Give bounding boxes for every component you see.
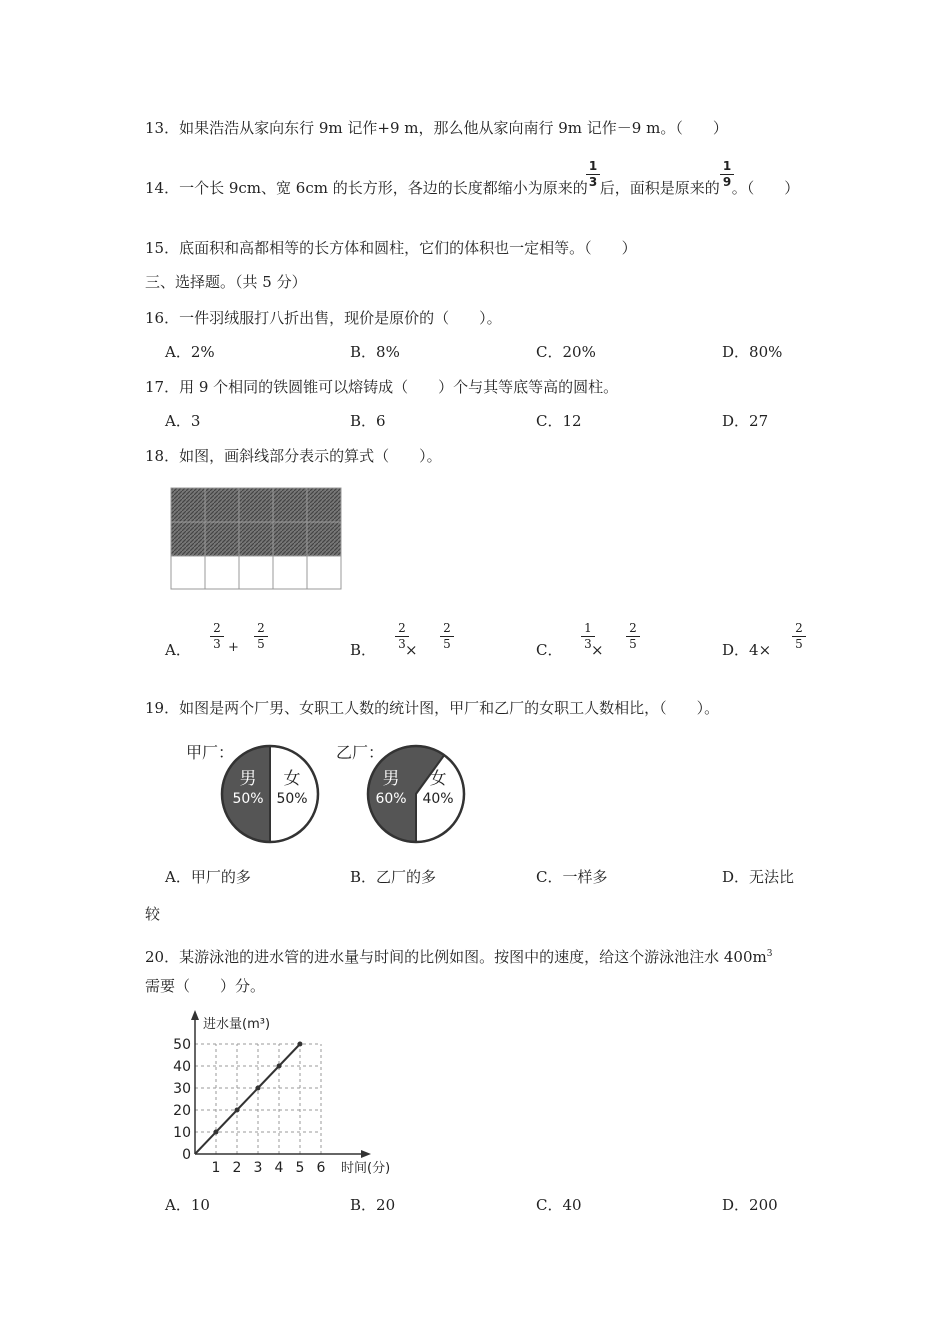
pie-a-male-label: 男 (239, 769, 257, 789)
data-point (277, 1064, 282, 1069)
question-13: 13．如果浩浩从家向东行 9m 记作+9 m，那么他从家向南行 9m 记作－9 m。（ ） (145, 119, 728, 137)
q18-option-a[interactable]: A． (165, 641, 191, 659)
q14-text-3: 。（ ） (731, 179, 800, 197)
factory-a-label: 甲厂： (186, 743, 235, 762)
y-tick-label: 50 (173, 1037, 191, 1053)
q17-option-d[interactable]: D．27 (722, 412, 769, 430)
question-17: 17．用 9 个相同的铁圆锥可以熔铸成（ ）个与其等底等高的圆柱。 (145, 378, 619, 396)
q18-a-operator: + (228, 640, 239, 655)
q19-option-c[interactable]: C．一样多 (536, 868, 608, 886)
q18-option-b[interactable]: B． (350, 641, 377, 659)
water-volume-line-chart (165, 1008, 425, 1180)
data-point (214, 1130, 219, 1135)
q18-option-c[interactable]: C． (536, 641, 563, 659)
q14-fraction-1: $\frac{1}{3}$ (586, 160, 600, 189)
q20-option-b[interactable]: B．20 (350, 1196, 396, 1214)
x-axis-arrow (361, 1150, 371, 1158)
question-15: 15．底面积和高都相等的长方体和圆柱，它们的体积也一定相等。（ ） (145, 239, 637, 257)
factory-b-label: 乙厂： (336, 743, 385, 762)
pie-b-female-pct: 40% (422, 791, 454, 807)
y-tick-label: 10 (173, 1125, 191, 1141)
x-tick-label: 4 (274, 1160, 284, 1176)
q18-c-operator: × (591, 641, 604, 659)
q18-b-operator: × (405, 641, 418, 659)
data-point (256, 1086, 261, 1091)
section-3-heading: 三、选择题。（共 5 分） (145, 273, 307, 291)
chart-ticks (173, 1037, 325, 1176)
q18-c-fraction-1: $\frac{1}{3}$ (581, 622, 595, 651)
q18-a-fraction-2: $\frac{2}{5}$ (254, 622, 268, 651)
x-tick-label: 2 (232, 1160, 242, 1176)
data-point (235, 1108, 240, 1113)
chart-series (195, 1042, 303, 1155)
question-16: 16．一件羽绒服打八折出售，现价是原价的（ ）。 (145, 309, 502, 327)
data-point (298, 1042, 303, 1047)
q16-option-b[interactable]: B．8% (350, 343, 400, 361)
q16-option-c[interactable]: C．20% (536, 343, 596, 361)
question-18: 18．如图，画斜线部分表示的算式（ ）。 (145, 447, 442, 465)
chart-axes (191, 1010, 371, 1158)
q20-option-d[interactable]: D．200 (722, 1196, 778, 1214)
pie-charts-figure (168, 732, 468, 850)
y-tick-label: 40 (173, 1059, 191, 1075)
q14-fraction-2: $\frac{1}{9}$ (720, 160, 734, 189)
q20-option-c[interactable]: C．40 (536, 1196, 582, 1214)
q19-option-b[interactable]: B．乙厂的多 (350, 868, 437, 886)
pie-b-male-label: 男 (382, 769, 400, 789)
y-tick-label: 20 (173, 1103, 191, 1119)
y-axis-arrow (191, 1010, 199, 1020)
q17-option-a[interactable]: A．3 (165, 412, 201, 430)
pie-b-male-pct: 60% (375, 791, 407, 807)
x-tick-label: 1 (211, 1160, 221, 1176)
series-line (195, 1044, 300, 1154)
q18-c-fraction-2: $\frac{2}{5}$ (626, 622, 640, 651)
question-14 (145, 178, 799, 198)
chart-y-label: 进水量(m³) (203, 1017, 271, 1032)
x-tick-label: 5 (295, 1160, 305, 1176)
q16-option-a[interactable]: A．2% (165, 343, 215, 361)
chart-x-label: 时间(分) (341, 1161, 391, 1176)
question-20-line-2: 需要（ ）分。 (145, 977, 266, 995)
pie-a-female-pct: 50% (276, 791, 308, 807)
q19-option-d-wrap: 较 (145, 905, 161, 923)
q19-option-a[interactable]: A．甲厂的多 (165, 868, 251, 886)
q18-option-d[interactable]: D．4× (722, 641, 772, 659)
y-tick-label: 30 (173, 1081, 191, 1097)
q18-a-fraction-1: $\frac{2}{3}$ (210, 622, 224, 651)
x-tick-label: 6 (316, 1160, 326, 1176)
question-20-line-1: 20．某游泳池的进水管的进水量与时间的比例如图。按图中的速度，给这个游泳池注水 $400m^3$ (145, 948, 773, 966)
q14-text-2: 后，面积是原来的 (599, 179, 720, 197)
q17-option-c[interactable]: C．12 (536, 412, 582, 430)
pie-a-male-pct: 50% (232, 791, 264, 807)
q18-b-fraction-1: $\frac{2}{3}$ (395, 622, 409, 651)
pie-a-female-label: 女 (283, 769, 301, 789)
q14-text-1: 14．一个长 9cm、宽 6cm 的长方形，各边的长度都缩小为原来的 (145, 179, 588, 197)
q18-d-fraction: $\frac{2}{5}$ (792, 622, 806, 651)
q18-b-fraction-2: $\frac{2}{5}$ (440, 622, 454, 651)
q20-option-a[interactable]: A．10 (165, 1196, 210, 1214)
question-19: 19．如图是两个厂男、女职工人数的统计图，甲厂和乙厂的女职工人数相比，（ ）。 (145, 699, 720, 717)
q16-option-d[interactable]: D．80% (722, 343, 783, 361)
x-tick-label: 3 (253, 1160, 263, 1176)
y-tick-label: 0 (182, 1147, 191, 1163)
pie-b-female-label: 女 (429, 769, 447, 789)
shaded-grid-figure (170, 487, 344, 591)
chart-grid (195, 1044, 321, 1154)
q19-option-d[interactable]: D．无法比 (722, 868, 795, 886)
q17-option-b[interactable]: B．6 (350, 412, 386, 430)
